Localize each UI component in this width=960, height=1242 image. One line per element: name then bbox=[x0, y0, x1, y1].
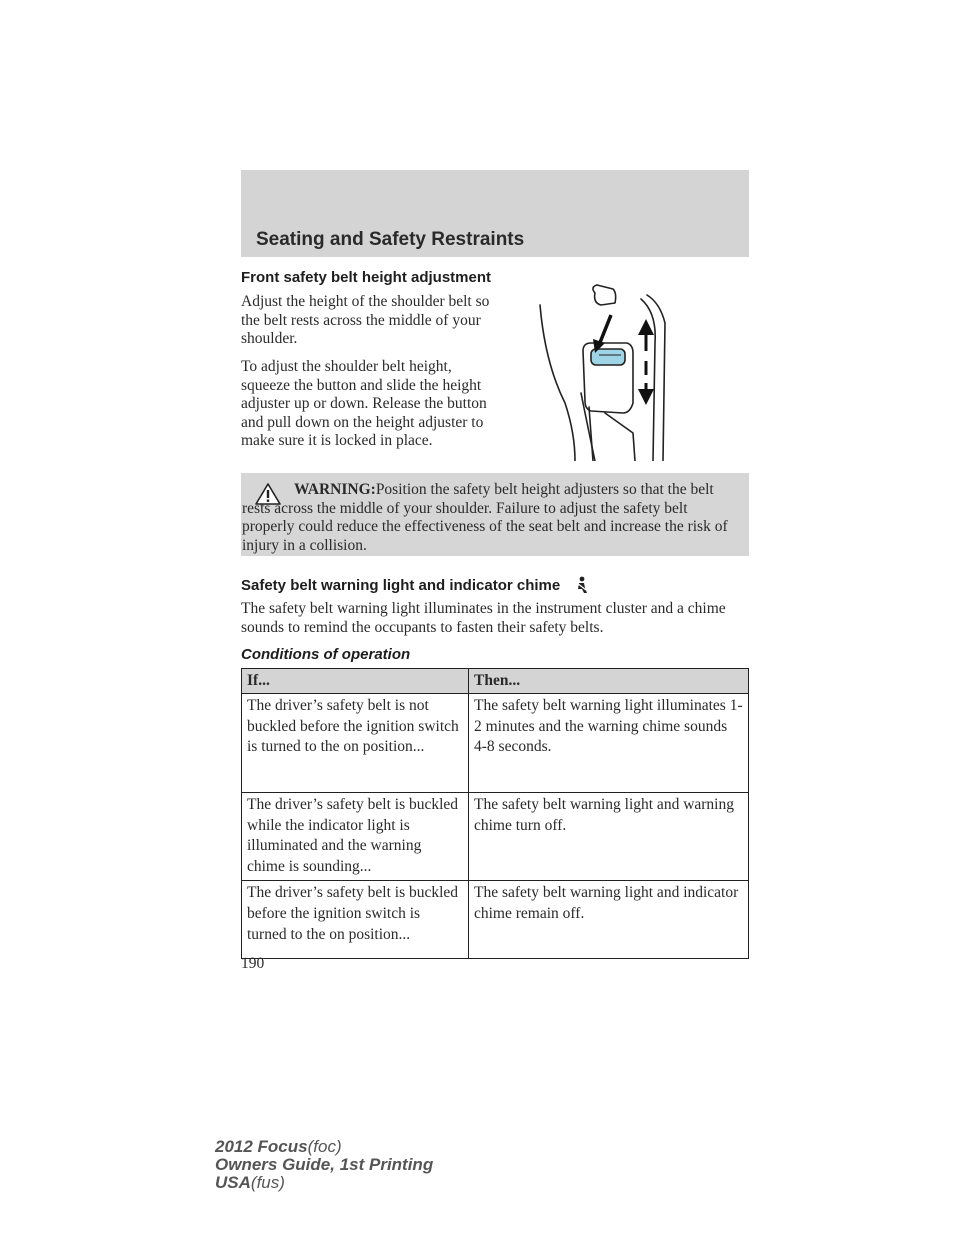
footer-printing: Owners Guide, 1st Printing bbox=[215, 1155, 434, 1174]
warning-label: WARNING: bbox=[294, 481, 376, 498]
table-header-row bbox=[242, 669, 749, 694]
warning-body: Position the safety belt height adjusters so that the belt rests across the middle of your shoulder. Failure to adjust the safety belt properly could reduce the effectiveness of the seat belt and increase the risk of injury in a collision. bbox=[242, 481, 728, 554]
warning-light-paragraph: The safety belt warning light illuminates in the instrument cluster and a chime sounds to remind the occupants to fasten their safety belts. bbox=[241, 600, 726, 636]
table-cell-result: The safety belt warning light illuminates 1-2 minutes and the warning chime sounds 4-8 seconds. bbox=[469, 693, 749, 792]
height-adjustment-paragraph-2: To adjust the shoulder belt height, squeeze the button and slide the height adjuster up or down. Release the button and pull down on the height adjuster to make sure it is locked in place. bbox=[241, 358, 487, 450]
warning-box bbox=[241, 473, 749, 556]
warning-text bbox=[241, 481, 742, 555]
page-title: Seating and Safety Restraints bbox=[256, 229, 525, 250]
table-cell-condition: The driver’s safety belt is not buckled before the ignition switch is turned to the on position... bbox=[242, 693, 469, 792]
table-row bbox=[242, 880, 749, 958]
footer-print-info bbox=[215, 1138, 433, 1192]
table-cell-condition: The driver’s safety belt is buckled while the indicator light is illuminated and the warning chime is sounding... bbox=[242, 792, 469, 880]
conditions-table bbox=[241, 668, 749, 959]
footer-market-code: (fus) bbox=[250, 1173, 285, 1192]
table-cell-result: The safety belt warning light and warning chime turn off. bbox=[469, 792, 749, 880]
column-header-then: Then... bbox=[469, 669, 749, 694]
footer-market: USA bbox=[215, 1173, 251, 1192]
seatbelt-icon bbox=[575, 576, 588, 594]
height-adjustment-heading: Front safety belt height adjustment bbox=[241, 269, 492, 286]
warning-light-heading: Safety belt warning light and indicator chime bbox=[241, 577, 561, 594]
page-number: 190 bbox=[241, 955, 265, 972]
table-row bbox=[242, 792, 749, 880]
footer-model: 2012 Focus bbox=[215, 1137, 308, 1156]
table-row bbox=[242, 693, 749, 792]
conditions-title: Conditions of operation bbox=[241, 646, 411, 663]
footer-model-code: (foc) bbox=[307, 1137, 342, 1156]
height-adjustment-paragraph-1: Adjust the height of the shoulder belt so the belt rests across the middle of your shoulder. bbox=[241, 293, 490, 348]
column-header-if: If... bbox=[242, 669, 469, 694]
table-cell-condition: The driver’s safety belt is buckled before the ignition switch is turned to the on position... bbox=[242, 880, 469, 958]
seatbelt-height-adjuster-illustration bbox=[535, 283, 680, 461]
table-cell-result: The safety belt warning light and indicator chime remain off. bbox=[469, 880, 749, 958]
